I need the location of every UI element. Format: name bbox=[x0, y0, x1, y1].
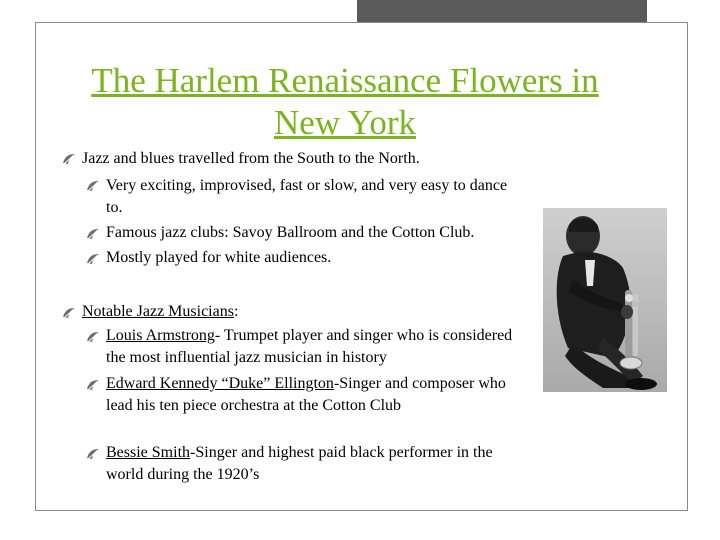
sub-bullet-audiences: Mostly played for white audiences. bbox=[106, 249, 332, 266]
bullet-notable-musicians bbox=[82, 301, 522, 323]
slide-title: The Harlem Renaissance Flowers in New York bbox=[91, 61, 599, 142]
bullet-jazz-blues bbox=[82, 148, 522, 170]
bullet-icon bbox=[62, 307, 76, 319]
sub-bullet-icon bbox=[86, 331, 100, 343]
sub-bullet-icon bbox=[86, 448, 100, 460]
musician-desc: - Trumpet player and singer who is considered the most influential jazz musician in history bbox=[106, 327, 513, 366]
musician-bessie-smith bbox=[106, 442, 526, 486]
musician-armstrong bbox=[106, 325, 521, 369]
sub-bullet-exciting: Very exciting, improvised, fast or slow, and very easy to dance to. bbox=[106, 177, 508, 216]
heading-colon: : bbox=[233, 303, 239, 320]
musician-ellington bbox=[106, 373, 521, 417]
term-jazz: Jazz bbox=[82, 150, 110, 167]
sub-bullet-icon bbox=[86, 253, 100, 265]
heading-notable-musicians: Notable Jazz Musicians bbox=[82, 303, 234, 320]
musician-name: Bessie Smith bbox=[106, 444, 191, 461]
term-blues: blues bbox=[140, 150, 175, 167]
sub-bullet-icon bbox=[86, 379, 100, 391]
sub-bullet-icon bbox=[86, 180, 100, 192]
header-tab bbox=[357, 0, 647, 22]
sub-bullet-icon bbox=[86, 228, 100, 240]
bullet-icon bbox=[62, 153, 76, 165]
musician-name: Louis Armstrong bbox=[106, 327, 215, 344]
musician-photo bbox=[543, 208, 667, 392]
sub-bullet-clubs: Famous jazz clubs: Savoy Ballroom and the Cotton Club. bbox=[106, 224, 475, 241]
musician-desc: -Singer and composer who lead his ten piece orchestra at the Cotton Club bbox=[106, 375, 506, 414]
musician-name: Edward Kennedy “Duke” Ellington bbox=[106, 375, 334, 392]
musician-desc: -Singer and highest paid black performer in the world during the 1920’s bbox=[106, 444, 493, 483]
text-and: and bbox=[109, 150, 141, 167]
text-travelled: travelled from the South to the North. bbox=[174, 150, 420, 167]
